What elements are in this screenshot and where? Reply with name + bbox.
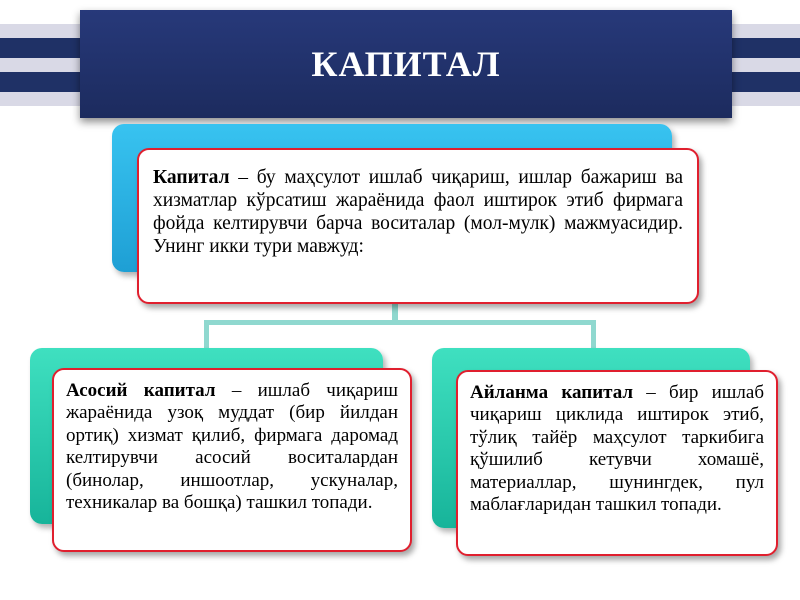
header-stripe-right-top — [732, 24, 800, 38]
title-bar — [80, 10, 732, 118]
fixed-capital-text: – ишлаб чиқариш жараёнида узоқ муддат (бир йилдан ортиқ) хизмат қилиб, фирмага даромад келтирувчи асосий воситалардан (бинолар, иншоотлар, ускуналар, техникалар ва бошқа) ташкил топади. — [66, 380, 398, 514]
working-capital-paragraph — [470, 382, 764, 516]
definition-term: Капитал — [153, 167, 230, 188]
definition-card — [137, 148, 699, 304]
header-stripe-left-low — [0, 72, 80, 92]
working-capital-text: – бир ишлаб чиқариш циклида иштирок этиб, тўлиқ тайёр маҳсулот таркибига қўшилиб кетувчи хомашё, материаллар, шунингдек, пул маблағларидан ташкил топади. — [470, 382, 764, 516]
header-stripe-left-top — [0, 24, 80, 38]
header-stripe-left-last — [0, 92, 80, 106]
definition-paragraph — [153, 166, 683, 258]
page-title: КАПИТАЛ — [311, 44, 501, 84]
connector-horizontal — [204, 320, 596, 325]
working-capital-card — [456, 370, 778, 556]
fixed-capital-paragraph — [66, 380, 398, 514]
definition-text: – бу маҳсулот ишлаб чиқариш, ишлар бажариш ва хизматлар кўрсатиш жараёнида фаол иштирок этиб фирмага фойда келтирувчи барча воситалар (мол-мулк) мажмуасидир. Унинг икки тури мавжуд: — [153, 167, 683, 257]
header-stripe-left-bottom — [0, 58, 80, 72]
fixed-capital-term: Асосий капитал — [66, 380, 216, 401]
header-stripe-right-low — [732, 72, 800, 92]
fixed-capital-card — [52, 368, 412, 552]
header-stripe-right-bottom — [732, 58, 800, 72]
header-stripe-right-mid — [732, 38, 800, 58]
header-stripe-left-mid — [0, 38, 80, 58]
working-capital-term: Айланма капитал — [470, 382, 634, 403]
header-stripe-right-last — [732, 92, 800, 106]
